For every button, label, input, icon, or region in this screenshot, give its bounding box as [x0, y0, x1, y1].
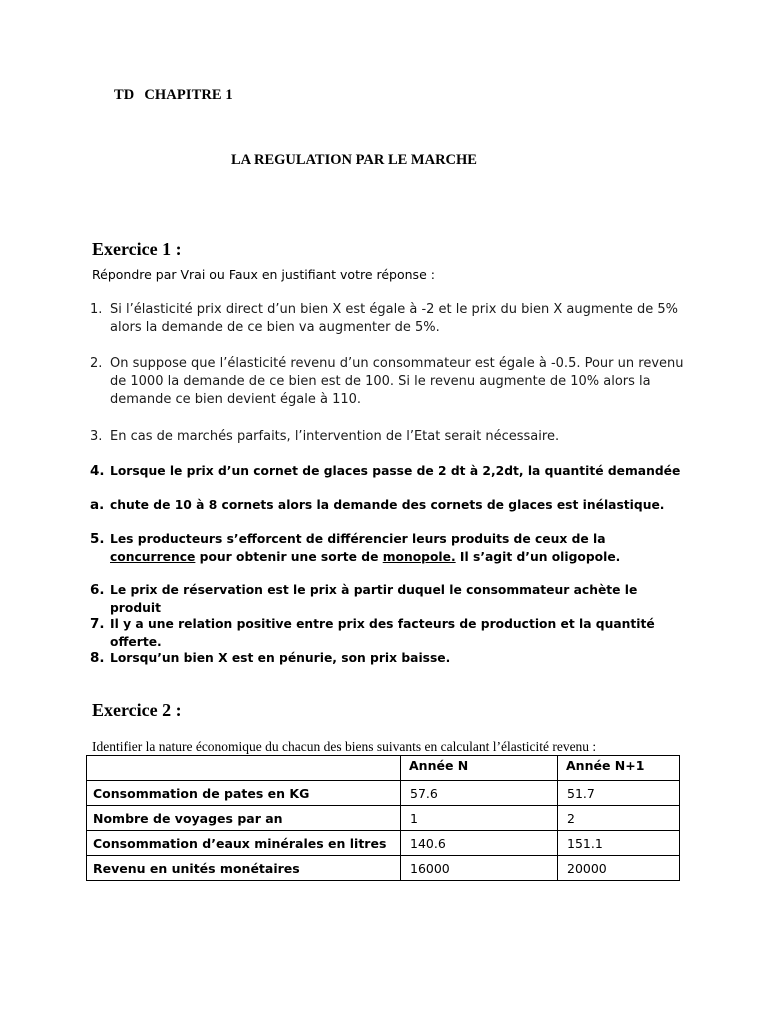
exercise-1-item — [90, 428, 690, 446]
item-text: On suppose que l’élasticité revenu d’un consommateur est égale à -0.5. Pour un revenu de 1000 la demande de ce bien est de 100. Si le revenu augmente de 10% alors la demande ce bien devient égale à 110. — [110, 356, 684, 407]
table-cell: 140.6 — [401, 831, 558, 856]
table-row-label: Consommation d’eaux minérales en litres — [87, 831, 401, 856]
item-number: 4. — [90, 463, 105, 479]
exercise-1-item — [90, 301, 690, 337]
item-number: 5. — [90, 531, 105, 547]
item-text-part: Les producteurs s’efforcent de différencier leurs produits de ceux de la — [110, 532, 606, 546]
exercise-1-item — [90, 649, 690, 667]
exercise-1-item — [90, 496, 690, 514]
item-text: Si l’élasticité prix direct d’un bien X est égale à -2 et le prix du bien X augmente de 5% alors la demande de ce bien va augmenter de 5%. — [110, 302, 679, 335]
item-text: Lorsque le prix d’un cornet de glaces passe de 2 dt à 2,2dt, la quantité demandée — [110, 464, 681, 478]
item-number: 2. — [90, 356, 103, 371]
page-title: LA REGULATION PAR LE MARCHE — [231, 152, 477, 168]
exercise-1-item — [90, 581, 690, 617]
table-row — [87, 856, 680, 881]
exercise-1-item — [90, 615, 690, 651]
table-cell: 51.7 — [558, 781, 680, 806]
item-number: 6. — [90, 582, 105, 598]
table-row — [87, 781, 680, 806]
item-text: En cas de marchés parfaits, l’intervention de l’Etat serait nécessaire. — [110, 429, 560, 444]
chapter-label — [114, 87, 233, 104]
item-text-part: Il s’agit d’un oligopole. — [455, 550, 621, 564]
table-cell: 20000 — [558, 856, 680, 881]
exercise-2-instruction: Identifier la nature économique du chacun des biens suivants en calculant l’élasticité revenu : — [92, 739, 597, 754]
exercise-1-instruction: Répondre par Vrai ou Faux en justifiant votre réponse : — [92, 267, 435, 282]
table-row — [87, 806, 680, 831]
table-header-cell — [87, 756, 401, 781]
table-cell: 1 — [401, 806, 558, 831]
table-row-label: Nombre de voyages par an — [87, 806, 401, 831]
concurrence-link[interactable]: concurrence — [110, 550, 196, 564]
item-text: Lorsqu’un bien X est en pénurie, son prix baisse. — [110, 651, 451, 665]
table-header-cell: Année N — [401, 756, 558, 781]
item-number: 8. — [90, 650, 105, 666]
item-number: 3. — [90, 429, 103, 444]
item-number: 7. — [90, 616, 105, 632]
exercise-1-item — [90, 355, 690, 409]
item-number: a. — [90, 497, 105, 513]
exercise-1-heading: Exercice 1 : — [92, 239, 182, 259]
item-text: Le prix de réservation est le prix à partir duquel le consommateur achète le produit — [110, 583, 638, 615]
monopole-link[interactable]: monopole. — [382, 550, 456, 564]
table-cell: 57.6 — [401, 781, 558, 806]
table-header-row — [87, 756, 680, 781]
item-number: 1. — [90, 302, 103, 317]
table-cell: 2 — [558, 806, 680, 831]
exercise-1-item — [90, 462, 690, 480]
item-text-part: pour obtenir une sorte de — [195, 550, 383, 564]
td-label: TD — [114, 87, 135, 103]
table-row-label: Consommation de pates en KG — [87, 781, 401, 806]
item-text: Il y a une relation positive entre prix des facteurs de production et la quantité offerte. — [110, 617, 655, 649]
table-cell: 16000 — [401, 856, 558, 881]
item-text — [90, 530, 690, 566]
chapter-number: CHAPITRE 1 — [144, 87, 233, 103]
exercise-1-item — [90, 530, 690, 566]
income-elasticity-table — [86, 755, 680, 881]
exercise-2-heading: Exercice 2 : — [92, 700, 182, 720]
table-row-label: Revenu en unités monétaires — [87, 856, 401, 881]
table-header-cell: Année N+1 — [558, 756, 680, 781]
table-cell: 151.1 — [558, 831, 680, 856]
table-row — [87, 831, 680, 856]
item-text: chute de 10 à 8 cornets alors la demande des cornets de glaces est inélastique. — [110, 498, 665, 512]
